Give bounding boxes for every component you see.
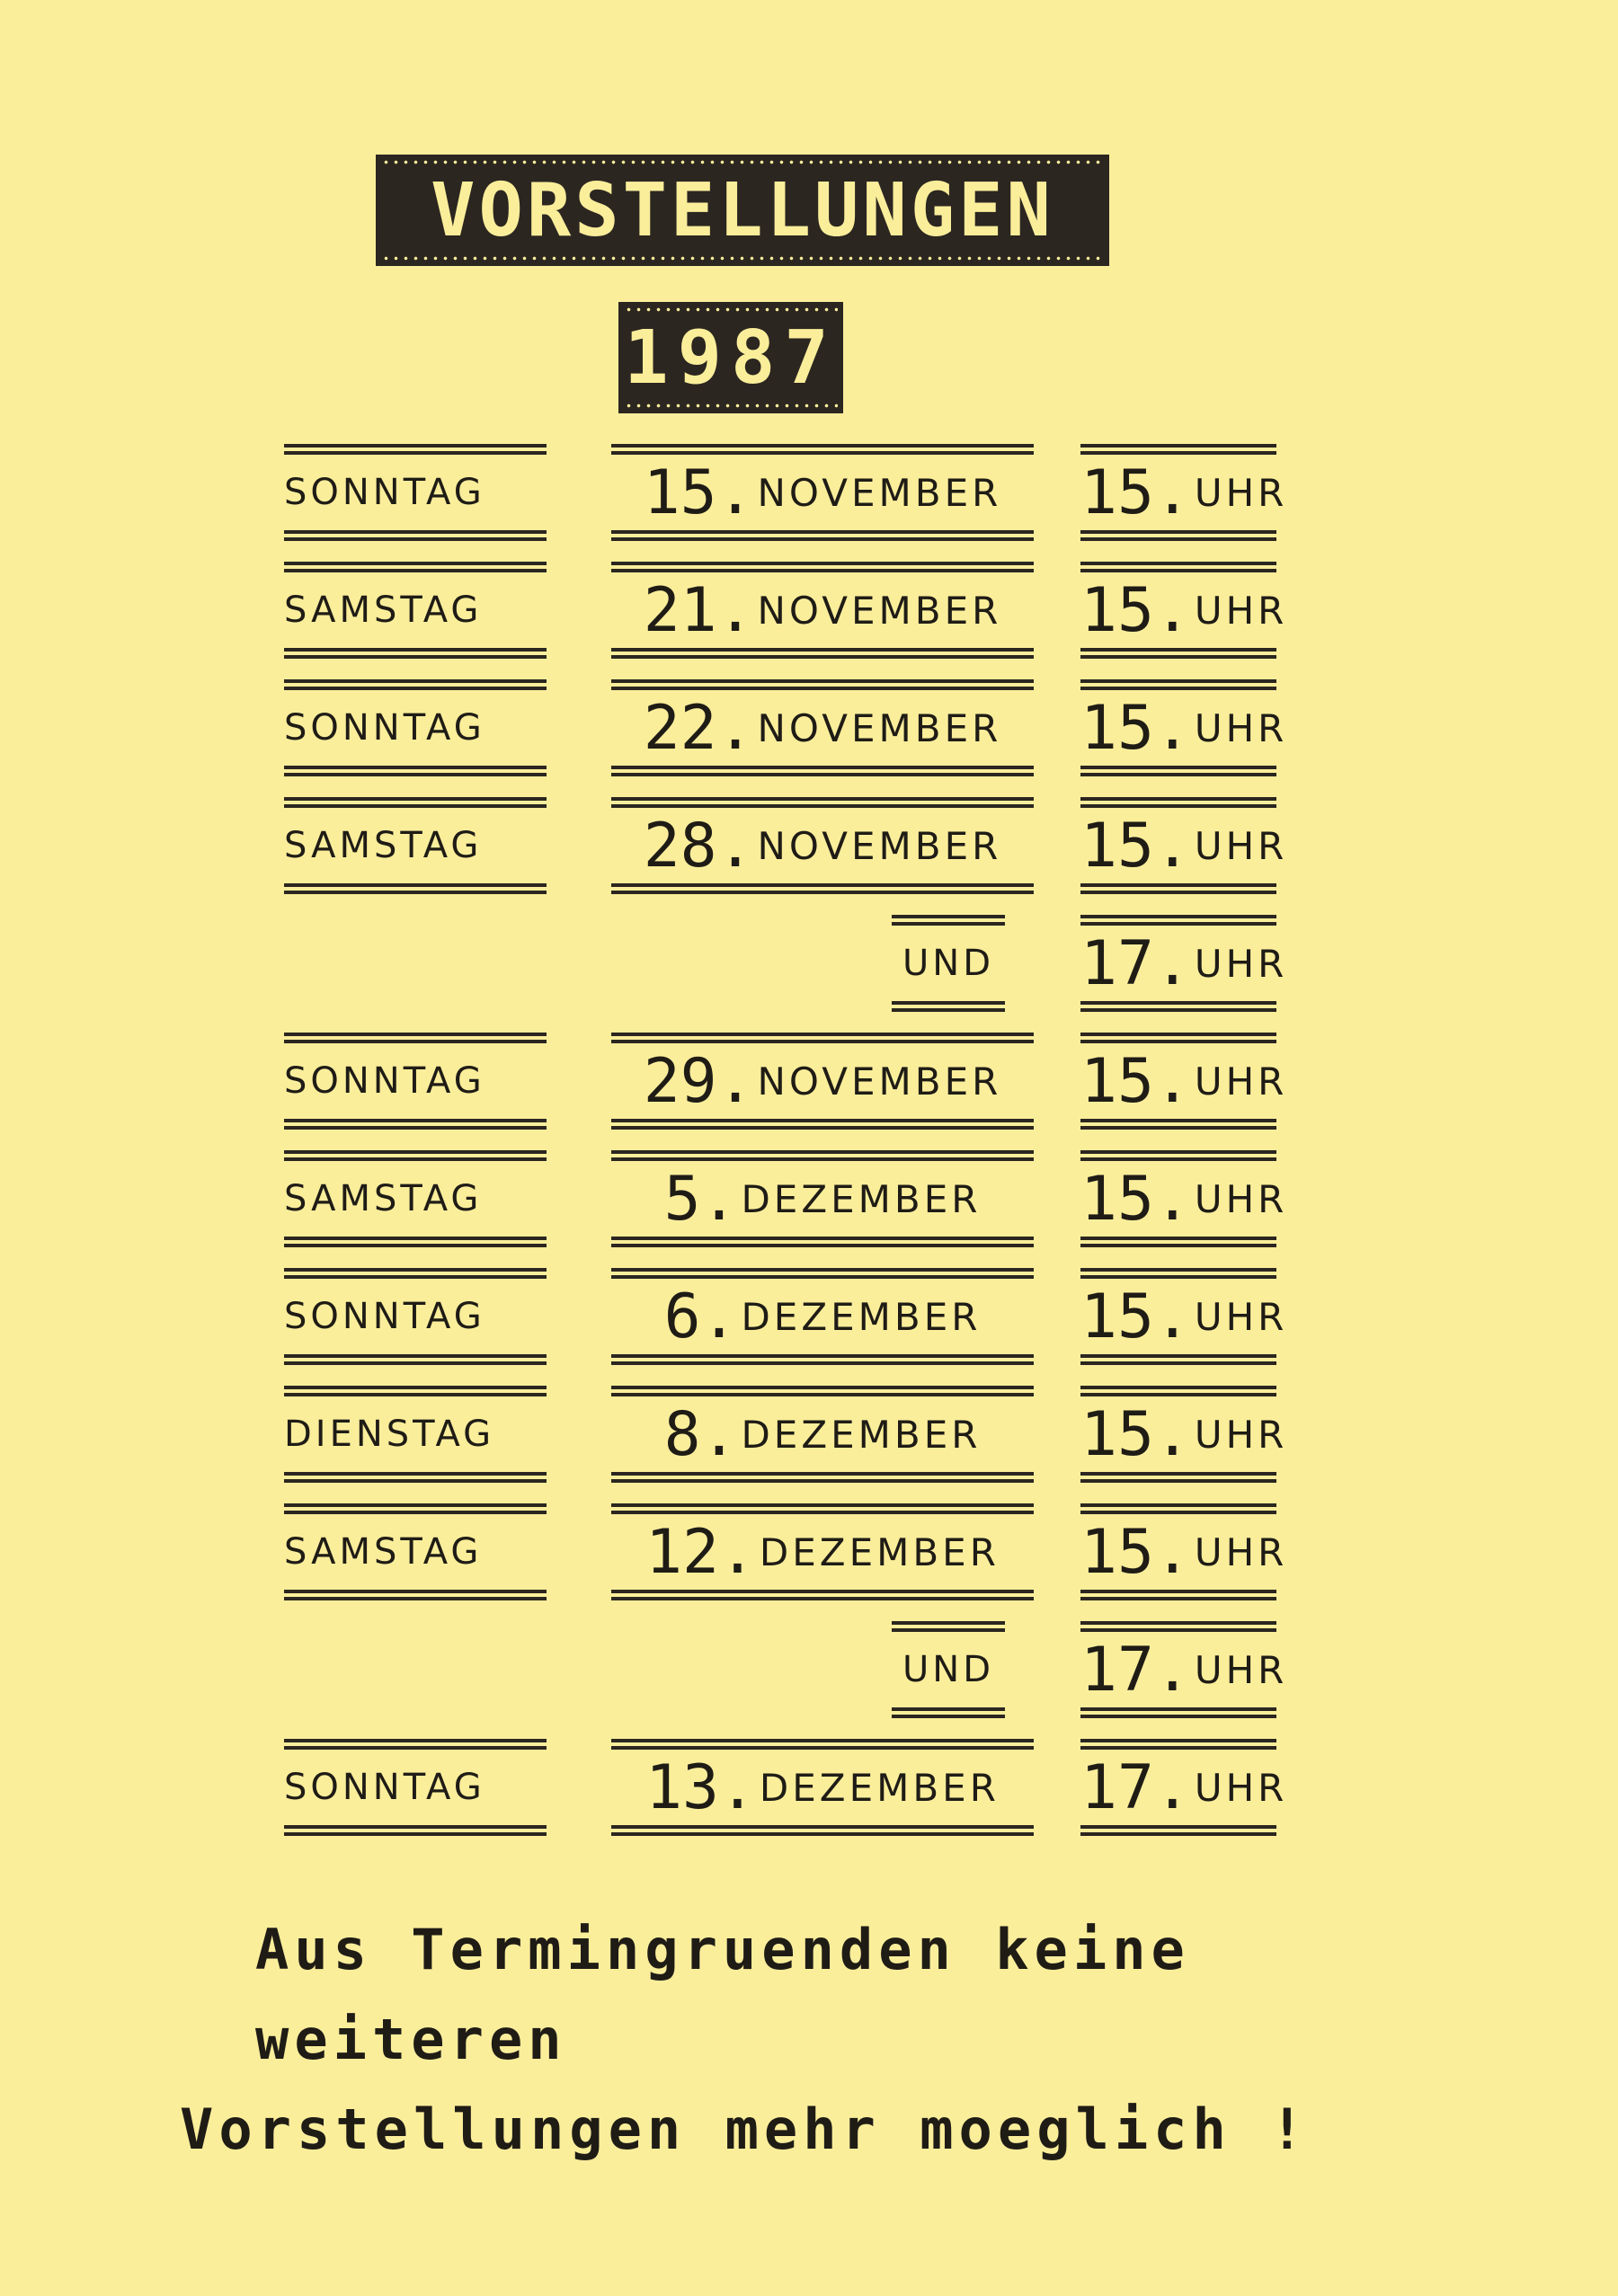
time-unit: UHR <box>1194 1294 1288 1339</box>
und-cell <box>892 908 1005 1019</box>
date-number: 29. <box>643 1045 754 1117</box>
footer-notice <box>180 1905 1528 2175</box>
schedule-row <box>0 1732 1618 1849</box>
month-label: DEZEMBER <box>759 1765 1000 1810</box>
weekday-label: SAMSTAG <box>284 590 483 631</box>
month-label: NOVEMBER <box>757 470 1002 515</box>
schedule-row <box>0 437 1618 554</box>
time-unit: UHR <box>1194 823 1288 868</box>
day-cell <box>284 1496 547 1608</box>
month-label: NOVEMBER <box>757 823 1002 868</box>
time-number: 15. <box>1080 1516 1191 1588</box>
time-unit: UHR <box>1194 1529 1288 1574</box>
time-cell <box>1080 1261 1288 1372</box>
date-cell <box>611 1378 1034 1490</box>
day-cell <box>284 1378 547 1490</box>
weekday-label: SONNTAG <box>284 1767 485 1808</box>
time-unit: UHR <box>1194 470 1288 515</box>
schedule-row <box>0 1025 1618 1143</box>
time-number: 15. <box>1080 1163 1191 1235</box>
weekday-label: SONNTAG <box>284 1060 485 1102</box>
weekday-label: SONNTAG <box>284 707 485 749</box>
day-cell <box>284 1143 547 1254</box>
time-cell <box>1080 437 1288 548</box>
day-cell <box>284 1732 547 1843</box>
date-number: 28. <box>643 810 754 882</box>
month-label: NOVEMBER <box>757 1059 1002 1104</box>
poster-title: VORSTELLUNGEN <box>431 167 1054 253</box>
weekday-label: SAMSTAG <box>284 825 483 866</box>
day-cell <box>284 790 547 901</box>
und-label: UND <box>902 1649 994 1690</box>
weekday-label: DIENSTAG <box>284 1414 495 1455</box>
footer-line-1: Aus Termingruenden keine <box>255 1917 1190 1982</box>
time-cell <box>1080 790 1288 901</box>
footer-line-3: Vorstellungen mehr moeglich ! <box>180 2097 1310 2162</box>
title-banner <box>376 155 1109 266</box>
month-label: DEZEMBER <box>741 1176 982 1221</box>
date-cell <box>611 1025 1034 1137</box>
date-cell <box>611 1143 1034 1254</box>
month-label: NOVEMBER <box>757 705 1002 750</box>
time-number: 15. <box>1080 1398 1191 1470</box>
date-cell <box>611 1496 1034 1608</box>
day-cell <box>284 1025 547 1137</box>
date-cell <box>611 1261 1034 1372</box>
date-number: 21. <box>643 574 754 646</box>
time-unit: UHR <box>1194 705 1288 750</box>
time-number: 17. <box>1080 927 1191 999</box>
schedule-row <box>0 790 1618 908</box>
time-cell <box>1080 1732 1288 1843</box>
time-unit: UHR <box>1194 941 1288 986</box>
schedule-row <box>0 1496 1618 1614</box>
date-cell <box>611 790 1034 901</box>
schedule-row <box>0 1614 1618 1732</box>
time-unit: UHR <box>1194 1765 1288 1810</box>
day-cell <box>284 554 547 666</box>
time-number: 15. <box>1080 1045 1191 1117</box>
date-cell <box>611 437 1034 548</box>
time-cell <box>1080 672 1288 784</box>
time-cell <box>1080 1143 1288 1254</box>
und-cell <box>892 1614 1005 1725</box>
date-cell <box>611 554 1034 666</box>
time-cell <box>1080 1025 1288 1137</box>
footer-line-2: weiteren <box>255 2007 567 2072</box>
time-unit: UHR <box>1194 1412 1288 1457</box>
time-cell <box>1080 1496 1288 1608</box>
time-unit: UHR <box>1194 1647 1288 1692</box>
weekday-label: SONNTAG <box>284 472 485 513</box>
time-number: 15. <box>1080 574 1191 646</box>
und-label: UND <box>902 943 994 984</box>
poster-year: 1987 <box>624 315 838 401</box>
weekday-label: SONNTAG <box>284 1296 485 1337</box>
date-number: 6. <box>663 1281 738 1352</box>
month-label: DEZEMBER <box>759 1529 1000 1574</box>
day-cell <box>284 1261 547 1372</box>
schedule-table <box>0 437 1618 1849</box>
time-number: 15. <box>1080 692 1191 764</box>
time-cell <box>1080 908 1288 1019</box>
time-cell <box>1080 1378 1288 1490</box>
month-label: DEZEMBER <box>741 1412 982 1457</box>
time-number: 15. <box>1080 457 1191 528</box>
weekday-label: SAMSTAG <box>284 1531 483 1573</box>
schedule-row <box>0 908 1618 1025</box>
weekday-label: SAMSTAG <box>284 1178 483 1219</box>
time-unit: UHR <box>1194 588 1288 633</box>
month-label: NOVEMBER <box>757 588 1002 633</box>
time-number: 15. <box>1080 810 1191 882</box>
date-number: 5. <box>663 1163 738 1235</box>
time-cell <box>1080 1614 1288 1725</box>
date-number: 12. <box>645 1516 756 1588</box>
schedule-row <box>0 672 1618 790</box>
date-number: 15. <box>643 457 754 528</box>
date-number: 13. <box>645 1751 756 1823</box>
time-unit: UHR <box>1194 1176 1288 1221</box>
time-cell <box>1080 554 1288 666</box>
time-unit: UHR <box>1194 1059 1288 1104</box>
time-number: 17. <box>1080 1634 1191 1706</box>
day-cell <box>284 672 547 784</box>
schedule-row <box>0 554 1618 672</box>
month-label: DEZEMBER <box>741 1294 982 1339</box>
schedule-row <box>0 1261 1618 1378</box>
time-number: 17. <box>1080 1751 1191 1823</box>
schedule-row <box>0 1378 1618 1496</box>
day-cell <box>284 437 547 548</box>
date-cell <box>611 1732 1034 1843</box>
date-cell <box>611 672 1034 784</box>
year-banner <box>618 302 843 413</box>
time-number: 15. <box>1080 1281 1191 1352</box>
date-number: 8. <box>663 1398 738 1470</box>
schedule-row <box>0 1143 1618 1261</box>
date-number: 22. <box>643 692 754 764</box>
